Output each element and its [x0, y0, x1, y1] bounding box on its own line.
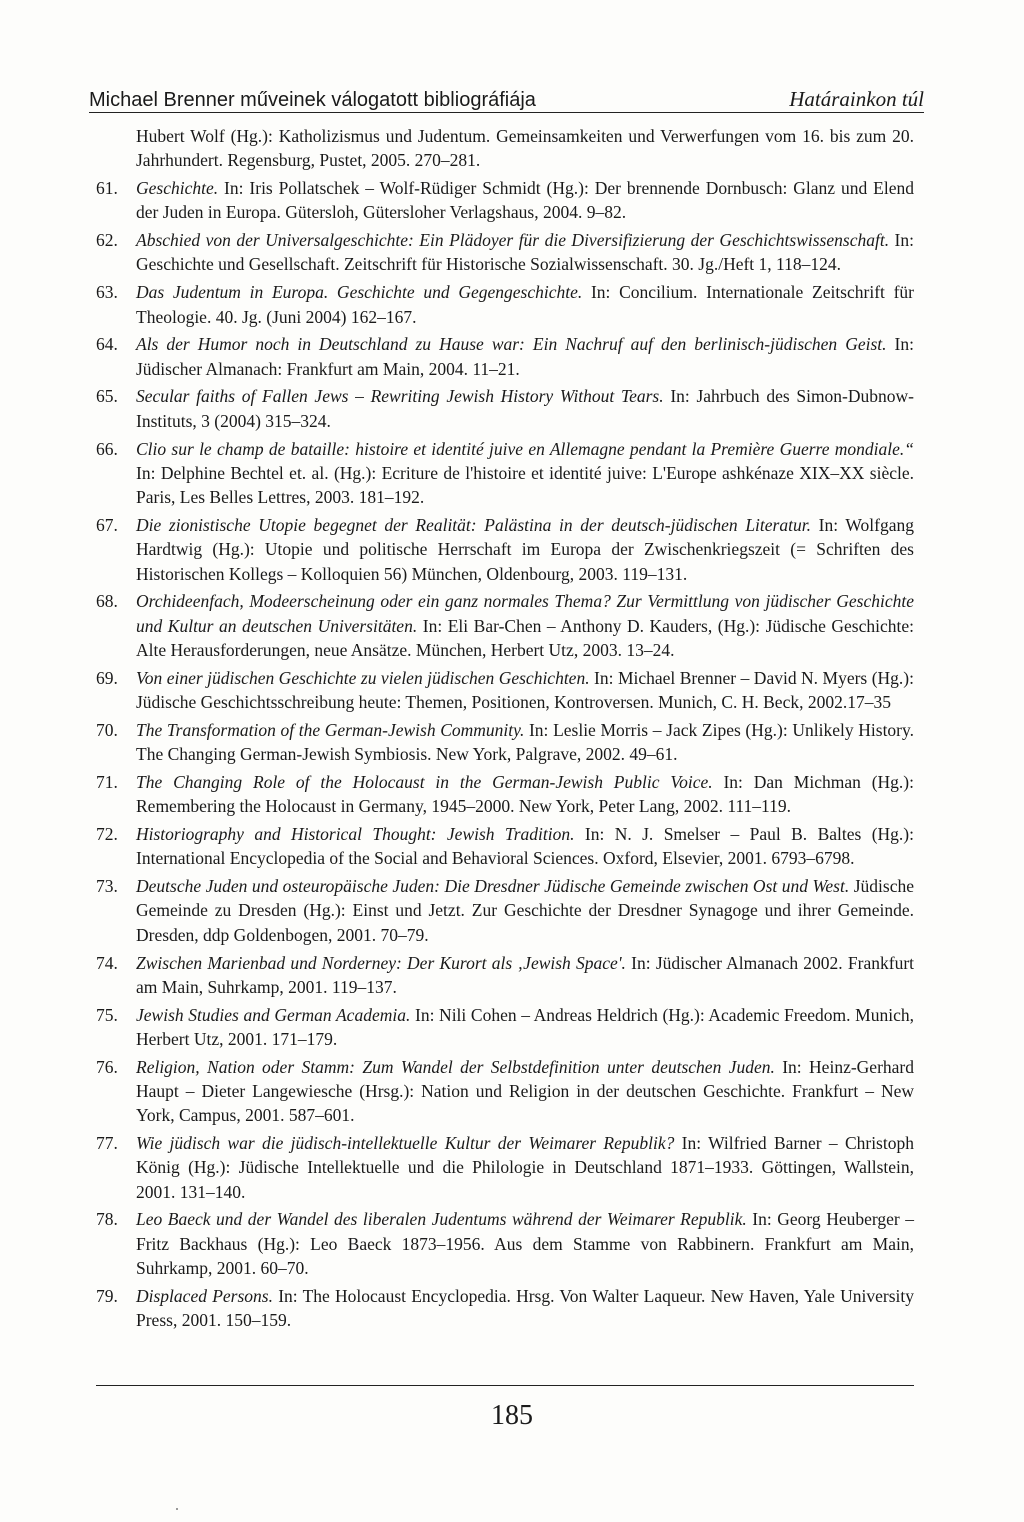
entry-title: Secular faiths of Fallen Jews – Rewriting Jewish History Without Tears. [136, 386, 664, 407]
bibliography-entry [96, 1207, 914, 1280]
entry-number: 78. [96, 1209, 118, 1230]
bibliography-entry [96, 1055, 914, 1128]
bibliography-entry [96, 1284, 914, 1333]
entry-text [136, 666, 914, 715]
header-rule [89, 112, 924, 113]
entry-number: 65. [96, 386, 118, 407]
entry-text [136, 228, 914, 277]
header-section: Határainkon túl [789, 87, 924, 111]
page-number: 185 [491, 1400, 533, 1431]
bibliography-entry [96, 589, 914, 662]
entry-text [136, 1207, 914, 1280]
running-header [89, 86, 924, 113]
entry-number: 66. [96, 438, 118, 459]
bibliography-entry [96, 874, 914, 947]
entry-text [136, 176, 914, 225]
bibliography-entry [96, 1003, 914, 1052]
entry-title: Jewish Studies and German Academia. [136, 1004, 411, 1025]
entry-details: In: Dan Michman (Hg.): Remembering the Holocaust in Germany, 1945–2000. New York, Peter Lang, 2002. 111–119. [136, 771, 914, 817]
entry-number: 70. [96, 719, 118, 740]
entry-number: 79. [96, 1285, 118, 1306]
entry-text [136, 770, 914, 819]
entry-text [136, 718, 914, 767]
entry-details: In: Heinz-Gerhard Haupt – Dieter Langewiesche (Hrsg.): Nation und Religion in der deutschen Geschichte. Frankfurt – New York, Campus, 2001. 587–601. [136, 1056, 914, 1126]
entry-number: 67. [96, 514, 118, 535]
entry-text [136, 822, 914, 871]
entry-details: In: Jüdischer Almanach 2002. Frankfurt am Main, Suhrkamp, 2001. 119–137. [136, 952, 915, 997]
entry-details: In: Iris Pollatschek – Wolf-Rüdiger Schmidt (Hg.): Der brennende Dornbusch: Glanz und Elend der Juden in Europa. Gütersloh, Gütersloher Verlagshaus, 2004. 9–82. [136, 178, 914, 223]
bibliography-entry [96, 280, 914, 329]
entry-number: 68. [96, 591, 118, 612]
entry-details: In: Delphine Bechtel et. al. (Hg.): Ecriture de l'histoire et identité juive: L'Europe ashkénaze XIX–XX siècle. Paris, Les Belles Lettres, 2003. 181–192. [136, 462, 914, 508]
entry-text [136, 1131, 914, 1204]
entry-title: Leo Baeck und der Wandel des liberalen Judentums während der Weimarer Republik. [136, 1209, 747, 1230]
entry-number: 61. [96, 178, 118, 199]
header-title: Michael Brenner műveinek válogatott bibliográfiája [89, 89, 536, 111]
entry-details: In: Nili Cohen – Andreas Heldrich (Hg.): Academic Freedom. Munich, Herbert Utz, 2001. 171–179. [136, 1004, 914, 1049]
entry-number: 71. [96, 771, 118, 792]
entry-details: In: Leslie Morris – Jack Zipes (Hg.): Unlikely History. The Changing German-Jewish Symbiosis. New York, Palgrave, 2002. 49–61. [136, 719, 914, 765]
entry-number: 75. [96, 1004, 118, 1025]
entry-text [136, 513, 914, 586]
entry-number: 73. [96, 876, 118, 897]
entry-title: Clio sur le champ de bataille: histoire et identité juive en Allemagne pendant la Première Guerre mondiale.“ [136, 438, 914, 459]
entry-number: 72. [96, 824, 118, 845]
entry-number: 76. [96, 1056, 118, 1077]
entry-title: Das Judentum in Europa. Geschichte und Gegengeschichte. [136, 282, 583, 303]
entry-details: In: Jahrbuch des Simon-Dubnow-Instituts, 3 (2004) 315–324. [136, 386, 914, 431]
entry-title: Displaced Persons. [136, 1285, 273, 1306]
bibliography-entry [96, 770, 914, 819]
bibliography-entry [96, 332, 914, 381]
bibliography-entry [96, 228, 914, 277]
entry-title: Wie jüdisch war die jüdisch-intellektuelle Kultur der Weimarer Republik? [136, 1133, 675, 1154]
bibliography-entry [96, 718, 914, 767]
entry-title: Von einer jüdischen Geschichte zu vielen jüdischen Geschichten. [136, 667, 590, 688]
entry-text [136, 589, 914, 662]
entry-text [136, 1284, 914, 1333]
entry-title: Abschied von der Universalgeschichte: Ein Plädoyer für die Diversifizierung der Geschichtswissenschaft. [136, 230, 890, 251]
entry-details: In: N. J. Smelser – Paul B. Baltes (Hg.): International Encyclopedia of the Social and Behavioral Sciences. Oxford, Elsevier, 2001. 6793–6798. [136, 824, 914, 869]
entry-title: Zwischen Marienbad und Norderney: Der Kurort als ‚Jewish Space'. [136, 952, 626, 973]
entry-number: 63. [96, 282, 118, 303]
entries-container [96, 176, 914, 1332]
entry-title: Geschichte. [136, 178, 219, 199]
entry-title: Als der Humor noch in Deutschland zu Hause war: Ein Nachruf auf den berlinisch-jüdischen Geist. [136, 334, 887, 355]
entry-details: Jüdische Gemeinde zu Dresden (Hg.): Einst und Jetzt. Zur Geschichte der Dresdner Synagoge und ihrer Gemeinde. Dresden, ddp Goldenbogen, 2001. 70–79. [136, 876, 914, 945]
entry-text [136, 332, 914, 381]
entry-details: In: The Holocaust Encyclopedia. Hrsg. Von Walter Laqueur. New Haven, Yale University Press, 2001. 150–159. [136, 1285, 914, 1331]
entry-details: In: Eli Bar-Chen – Anthony D. Kauders, (Hg.): Jüdische Geschichte: Alte Herausforderungen, neue Ansätze. München, Herbert Utz, 2003. 13–24. [136, 615, 914, 660]
bibliography-entry [96, 1131, 914, 1204]
entry-number: 77. [96, 1133, 118, 1154]
bibliography-entry [96, 384, 914, 433]
bibliography-entry [96, 822, 914, 871]
entry-number: 62. [96, 230, 118, 251]
continued-entry: Hubert Wolf (Hg.): Katholizismus und Judentum. Gemeinsamkeiten und Verwerfungen vom 16. bis zum 20. Jahrhundert. Regensburg, Pustet, 2005. 270–281. [136, 126, 914, 171]
scan-speck [176, 1508, 178, 1510]
entry-title: Religion, Nation oder Stamm: Zum Wandel der Selbstdefinition unter deutschen Juden. [136, 1056, 775, 1077]
entry-number: 64. [96, 334, 118, 355]
entry-details: In: Wilfried Barner – Christoph König (Hg.): Jüdische Intellektuelle und die Philologie in Deutschland 1871–1933. Göttingen, Wallstein, 2001. 131–140. [136, 1133, 914, 1202]
entry-text [136, 384, 914, 433]
entry-text [136, 874, 914, 947]
bibliography-entry [96, 951, 914, 1000]
entry-details: In: Georg Heuberger – Fritz Backhaus (Hg.): Leo Baeck 1873–1956. Aus dem Stamme von Rabbinern. Frankfurt am Main, Suhrkamp, 2001. 60–70. [136, 1209, 914, 1279]
entry-details: In: Geschichte und Gesellschaft. Zeitschrift für Historische Sozialwissenschaft. 30. Jg./Heft 1, 118–124. [136, 230, 914, 275]
bibliography-entry [96, 437, 914, 510]
entry-text [136, 280, 914, 329]
entry-text [136, 1055, 914, 1128]
entry-text [136, 437, 914, 510]
entry-title: The Transformation of the German-Jewish Community. [136, 719, 525, 740]
bibliography-list [96, 124, 914, 1336]
entry-details: In: Wolfgang Hardtwig (Hg.): Utopie und politische Herrschaft im Europa der Zwischenkriegszeit (= Schriften des Historischen Kollegs – Kolloquien 56) München, Oldenbourg, 2003. 119–131. [136, 514, 914, 584]
bibliography-entry [96, 666, 914, 715]
entry-number: 69. [96, 667, 118, 688]
entry-details: In: Michael Brenner – David N. Myers (Hg.): Jüdische Geschichtsschreibung heute: Themen, Positionen, Kontroversen. Munich, C. H. Beck, 2002.17–35 [136, 667, 914, 713]
entry-text [136, 1003, 914, 1052]
entry-title: Historiography and Historical Thought: Jewish Tradition. [136, 824, 575, 845]
bibliography-entry [96, 513, 914, 586]
entry-title: The Changing Role of the Holocaust in the German-Jewish Public Voice. [136, 771, 713, 792]
entry-title: Deutsche Juden und osteuropäische Juden: Die Dresdner Jüdische Gemeinde zwischen Ost und West. [136, 876, 850, 897]
entry-text [136, 951, 914, 1000]
entry-details: In: Concilium. Internationale Zeitschrift für Theologie. 40. Jg. (Juni 2004) 162–167. [136, 282, 915, 327]
footer-rule [96, 1385, 914, 1386]
entry-title: Orchideenfach, Modeerscheinung oder ein ganz normales Thema? Zur Vermittlung von jüdischer Geschichte und Kultur an deutschen Universitäten. [136, 591, 914, 636]
entry-number: 74. [96, 952, 118, 973]
entry-title: Die zionistische Utopie begegnet der Realität: Palästina in der deutsch-jüdischen Literatur. [136, 514, 811, 535]
bibliography-entry [96, 176, 914, 225]
entry-details: In: Jüdischer Almanach: Frankfurt am Main, 2004. 11–21. [136, 334, 914, 379]
